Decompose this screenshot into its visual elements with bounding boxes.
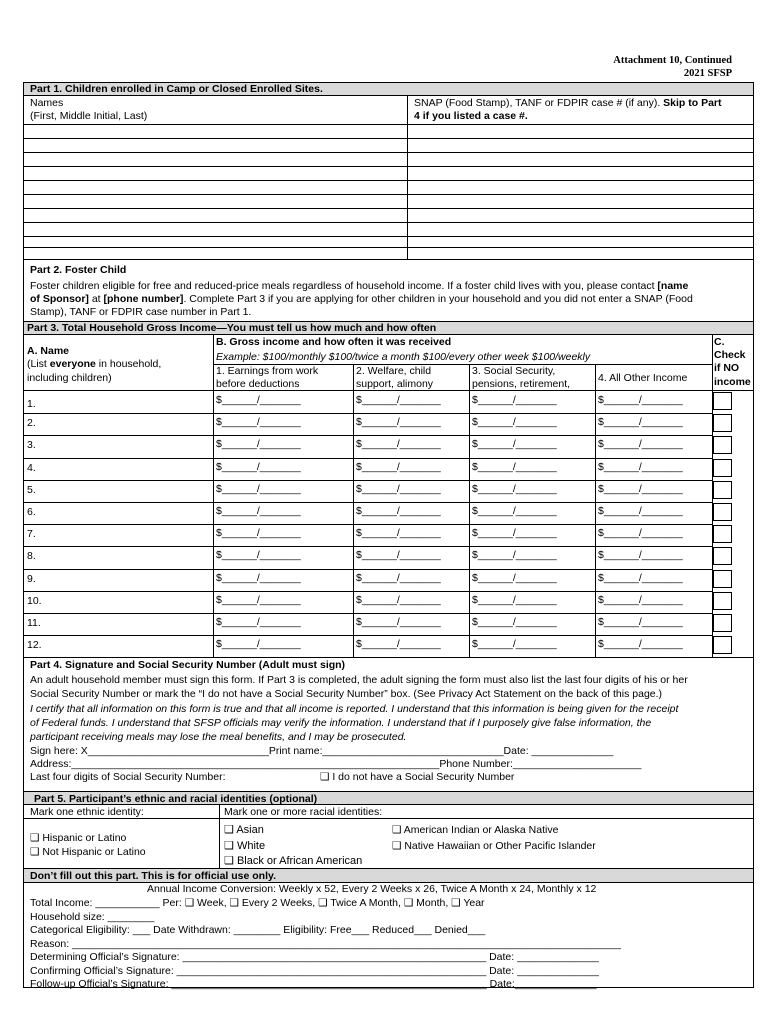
not-hispanic-label: Not Hispanic or Latino [39,846,146,858]
no-ssn-checkbox[interactable] [320,771,329,783]
row-divider [24,435,713,436]
row-divider [24,546,713,547]
row-divider [24,613,713,614]
social-security-field[interactable]: $______/_______ [472,571,557,584]
welfare-field[interactable]: $______/_______ [356,571,441,584]
part3-title: Part 3. Total Household Gross Income—You must tell us how much and how often [27,322,437,334]
row-number: 10. [27,594,42,607]
part3-col-a-title: A. Name [27,345,70,357]
part3-col-b1-2: before deductions [216,378,300,390]
asian-label: Asian [236,824,264,836]
no-income-checkbox[interactable] [713,547,732,565]
no-income-checkbox[interactable] [713,525,732,543]
row-number: 7. [27,528,36,541]
earnings-field[interactable]: $______/_______ [216,527,301,540]
confirming-signature-line[interactable]: Confirming Official’s Signature: _____________________________________________________ Date: ______________ [30,965,599,977]
row-divider [24,635,713,636]
no-ssn-option [320,771,514,785]
row-divider [24,480,713,481]
row-number: 1. [27,398,36,410]
no-income-checkbox[interactable] [713,636,732,654]
part1-names-label: Names [30,97,64,109]
social-security-field[interactable]: $______/_______ [472,593,557,606]
ethnic-option-not-hispanic [30,846,146,858]
social-security-field[interactable]: $______/_______ [472,394,557,406]
other-income-field[interactable]: $______/_______ [598,549,683,562]
welfare-field[interactable]: $______/_______ [356,460,441,473]
welfare-field[interactable]: $______/_______ [356,416,441,429]
no-income-checkbox[interactable] [713,459,732,477]
row-number: 5. [27,483,36,496]
other-income-field[interactable]: $______/_______ [598,505,683,517]
earnings-field[interactable]: $______/_______ [216,416,301,429]
part1-title: Part 1. Children enrolled in Camp or Closed Enrolled Sites. [30,83,323,95]
row-divider [24,569,713,570]
earnings-field[interactable]: $______/_______ [216,549,301,562]
race-option-american-indian [392,824,558,836]
part1-names-sub: (First, Middle Initial, Last) [30,110,148,122]
other-income-field[interactable]: $______/_______ [598,593,683,606]
official-title: Don’t fill out this part. This is for official use only. [30,870,276,882]
row-number: 11. [27,617,41,629]
part1-snap-label: SNAP (Food Stamp), TANF or FDPIR case # (if any). Skip to Part [414,97,722,109]
determining-signature-line[interactable]: Determining Official’s Signature: ____________________________________________________ Date: ______________ [30,951,599,963]
part3-col-b1-1: 1. Earnings from work [216,365,319,377]
part3-col-b-title: B. Gross income and how often it was received [216,336,452,348]
other-income-field[interactable]: $______/_______ [598,616,683,628]
part2-title: Part 2. Foster Child [30,264,127,276]
earnings-field[interactable]: $______/_______ [216,571,301,584]
part2-line2: of Sponsor] at [phone number]. Complete Part 3 if you are applying for other children in your household and you did not enter a SNAP (Food [30,293,693,305]
row-number: 6. [27,506,36,518]
row-number: 8. [27,550,36,563]
social-security-field[interactable]: $______/_______ [472,527,557,540]
part4-cert2: of Federal funds. I understand that SFSP officials may verify the information. I understand that if I purposely give false information, the [30,717,652,729]
part2-line1: Foster children eligible for free and reduced-price meals regardless of household income. If a foster child lives with you, please contact [name [30,280,689,292]
earnings-field[interactable]: $______/_______ [216,638,301,651]
ssn-label: Last four digits of Social Security Number: [30,771,226,783]
other-income-field[interactable]: $______/_______ [598,394,683,406]
not-hispanic-checkbox[interactable] [30,846,39,858]
row-number: 12. [27,639,42,652]
year-checkbox[interactable] [451,897,460,909]
ethnic-option-hispanic [30,832,126,844]
part4-title: Part 4. Signature and Social Security Number (Adult must sign) [30,659,346,671]
welfare-field[interactable]: $______/_______ [356,549,441,562]
hispanic-checkbox[interactable] [30,832,39,844]
race-option-black [224,855,362,867]
social-security-field[interactable]: $______/_______ [472,438,557,451]
row-divider [24,502,713,503]
followup-signature-line[interactable]: Follow-up Official’s Signature: ______________________________________________________ Date:______________ [30,978,597,990]
social-security-field[interactable]: $______/_______ [472,482,557,495]
part1-snap-skip: 4 if you listed a case #. [414,110,528,122]
part3-col-b3-1: 3. Social Security, [472,365,556,377]
social-security-field[interactable]: $______/_______ [472,505,557,517]
race-option-white [224,840,265,852]
row-number: 9. [27,572,36,585]
part3-col-b2-2: support, alimony [356,378,434,390]
no-income-checkbox[interactable] [713,614,732,632]
other-income-field[interactable]: $______/_______ [598,482,683,495]
address-line[interactable]: Address:_______________________________________________________________Phone Number:______________________ [30,758,642,770]
part3-col-b-example: Example: $100/monthly $100/twice a month $100/every other week $100/weekly [216,351,591,363]
social-security-field[interactable]: $______/_______ [472,549,557,562]
part3-col-c-2: Check [714,349,746,361]
every-2-weeks-checkbox[interactable] [230,897,239,909]
earnings-field[interactable]: $______/_______ [216,438,301,451]
no-income-checkbox[interactable] [713,570,732,588]
row-number: 3. [27,439,36,452]
other-income-field[interactable]: $______/_______ [598,527,683,540]
welfare-field[interactable]: $______/_______ [356,616,441,628]
part4-line1: An adult household member must sign this form. If Part 3 is completed, the adult signing the form must also list the last four digits of his or her [30,674,688,686]
social-security-field[interactable]: $______/_______ [472,416,557,429]
attachment-header [613,54,732,80]
american-indian-label: American Indian or Alaska Native [401,824,559,836]
part3-col-b4: 4. All Other Income [598,372,688,384]
row-number: 4. [27,461,36,474]
welfare-field[interactable]: $______/_______ [356,527,441,540]
social-security-field[interactable]: $______/_______ [472,616,557,628]
earnings-field[interactable]: $______/_______ [216,482,301,495]
earnings-field[interactable]: $______/_______ [216,616,301,628]
welfare-field[interactable]: $______/_______ [356,505,441,517]
native-hawaiian-label: Native Hawaiian or Other Pacific Islander [401,840,596,852]
part3-col-a-sub: (List everyone in household, [27,358,162,370]
total-income-line: Total Income: ___________ Per: ❑ Week, ❑ Every 2 Weeks, ❑ Twice A Month, ❑ Month, ❑ Year [30,897,485,911]
signature-line[interactable]: Sign here: X_______________________________Print name:_______________________________Date: ______________ [30,745,614,757]
no-income-checkbox[interactable] [713,414,732,432]
ethnic-label: Mark one ethnic identity: [30,806,144,818]
black-checkbox[interactable] [224,855,234,867]
other-income-field[interactable]: $______/_______ [598,638,683,651]
no-income-checkbox[interactable] [713,503,732,521]
social-security-field[interactable]: $______/_______ [472,638,557,651]
part3-col-c-1: C. [714,336,725,348]
earnings-field[interactable]: $______/_______ [216,505,301,517]
part3-col-c-4: income [714,376,751,388]
white-checkbox[interactable] [224,840,234,852]
row-number: 2. [27,417,36,430]
white-label: White [236,840,266,852]
household-size-line[interactable]: Household size: ________ [30,911,155,923]
month-checkbox[interactable] [404,897,413,909]
part2-line3: Stamp), TANF or FDPIR case number in Part 1. [30,306,252,318]
earnings-field[interactable]: $______/_______ [216,394,301,406]
row-divider [24,413,713,414]
american-indian-checkbox[interactable] [392,824,401,836]
welfare-field[interactable]: $______/_______ [356,638,441,651]
welfare-field[interactable]: $______/_______ [356,394,441,406]
race-option-asian [224,824,264,836]
racial-label: Mark one or more racial identities: [224,806,383,818]
week-checkbox[interactable] [185,897,194,909]
race-option-native-hawaiian [392,840,596,852]
row-divider [24,524,713,525]
part5-title: Part 5. Participant’s ethnic and racial identities (optional) [34,793,318,805]
income-conversion: Annual Income Conversion: Weekly x 52, Every 2 Weeks x 26, Twice A Month x 24, Monthly x 12 [147,883,597,895]
other-income-field[interactable]: $______/_______ [598,460,683,473]
black-label: Black or African American [236,855,363,867]
reason-line[interactable]: Reason: ______________________________________________________________________________________________ [30,938,621,950]
row-divider [24,458,713,459]
other-income-field[interactable]: $______/_______ [598,416,683,429]
part3-col-b3-2: pensions, retirement, [472,378,571,390]
categorical-line[interactable]: Categorical Eligibility: ___ Date Withdrawn: ________ Eligibility: Free___ Reduced___ Denied___ [30,924,486,936]
no-ssn-label: I do not have a Social Security Number [329,771,515,783]
other-income-field[interactable]: $______/_______ [598,571,683,584]
part4-line2: Social Security Number or mark the “I do not have a Social Security Number” box. (See Privacy Act Statement on the back of this page.) [30,688,663,700]
no-income-checkbox[interactable] [713,481,732,499]
welfare-field[interactable]: $______/_______ [356,438,441,451]
part4-cert3: participant receiving meals may lose the meal benefits, and I may be prosecuted. [30,731,407,743]
no-income-checkbox[interactable] [713,392,732,410]
social-security-field[interactable]: $______/_______ [472,460,557,473]
no-income-checkbox[interactable] [713,592,732,610]
native-hawaiian-checkbox[interactable] [392,840,401,852]
other-income-field[interactable]: $______/_______ [598,438,683,451]
welfare-field[interactable]: $______/_______ [356,593,441,606]
welfare-field[interactable]: $______/_______ [356,482,441,495]
part3-col-b2-1: 2. Welfare, child [356,365,432,377]
program-year: 2021 SFSP [683,68,732,79]
application-form [23,82,754,988]
no-income-checkbox[interactable] [713,436,732,454]
part3-col-c-3: if NO [714,362,740,374]
attachment-title: Attachment 10, Continued [613,55,732,66]
part3-col-a-sub3: including children) [27,372,112,384]
earnings-field[interactable]: $______/_______ [216,460,301,473]
asian-checkbox[interactable] [224,824,234,836]
row-divider [24,591,713,592]
twice-a-month-checkbox[interactable] [318,897,327,909]
earnings-field[interactable]: $______/_______ [216,593,301,606]
part4-cert1: I certify that all information on this form is true and that all income is reported. I understand that this information is being given for the receipt [30,703,679,715]
hispanic-label: Hispanic or Latino [39,832,127,844]
